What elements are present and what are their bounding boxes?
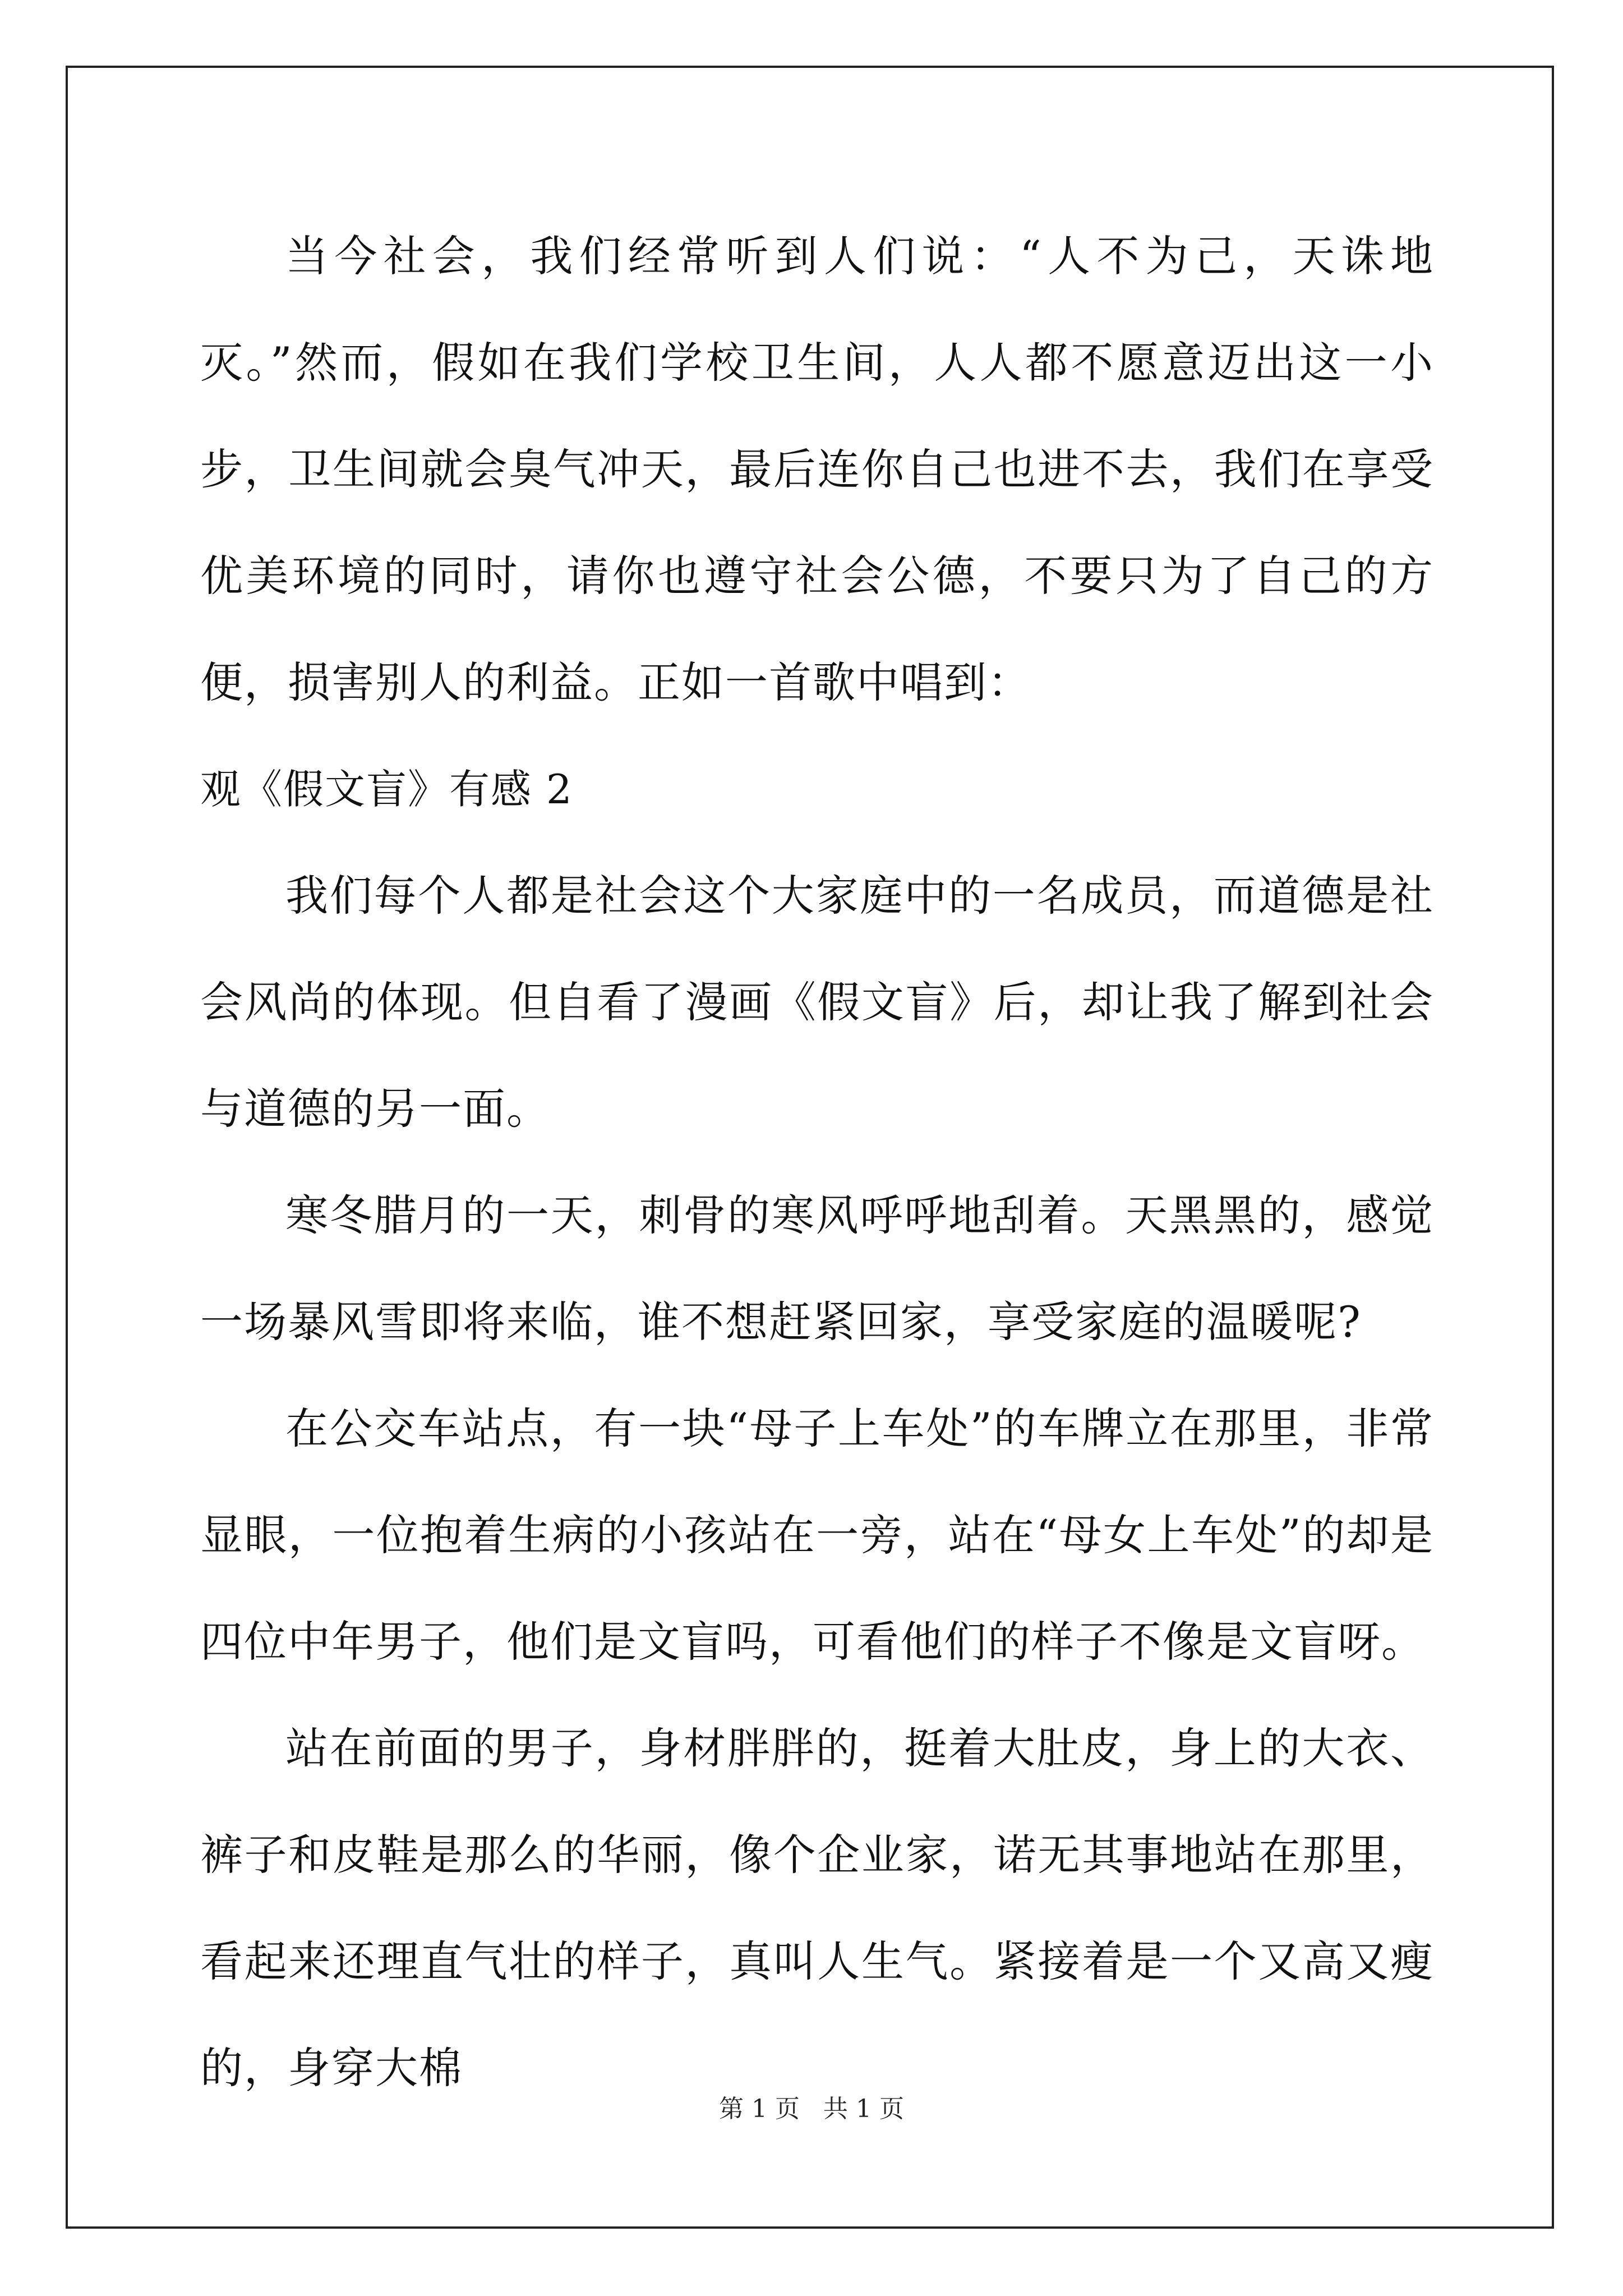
paragraph-intro: 当今社会，我们经常听到人们说：“人不为己，天诛地灭。”然而，假如在我们学校卫生间，人人都不愿意迈出这一小步，卫生间就会臭气冲天，最后连你自己也进不去，我们在享受优美环境的同时，请你也遵守社会公德，不要只为了自己的方便，损害别人的利益。正如一首歌中唱到： [200,231,1434,707]
section-heading: 观《假文盲》有感 2 [200,766,573,813]
paragraph-1: 我们每个人都是社会这个大家庭中的一名成员，而道德是社会风尚的体现。但自看了漫画《假文盲》后，却让我了解到社会与道德的另一面。 [200,871,1434,1134]
page-number: 第 1 页 [719,2095,800,2123]
page-footer [0,2092,1623,2126]
paragraph-2: 寒冬腊月的一天，刺骨的寒风呼呼地刮着。天黑黑的，感觉一场暴风雪即将来临，谁不想赶紧回家，享受家庭的温暖呢? [200,1190,1434,1347]
paragraph-4: 站在前面的男子，身材胖胖的，挺着大肚皮，身上的大衣、裤子和皮鞋是那么的华丽，像个企业家，诺无其事地站在那里，看起来还理直气壮的样子，真叫人生气。紧接着是一个又高又瘦的，身穿大棉 [200,1723,1434,2093]
document-body [200,203,1434,2122]
paragraph-3: 在公交车站点，有一块“母子上车处”的车牌立在那里，非常显眼，一位抱着生病的小孩站在一旁，站在“母女上车处”的却是四位中年男子，他们是文盲吗，可看他们的样子不像是文盲呀。 [200,1404,1434,1667]
page-total: 共 1 页 [823,2095,904,2123]
